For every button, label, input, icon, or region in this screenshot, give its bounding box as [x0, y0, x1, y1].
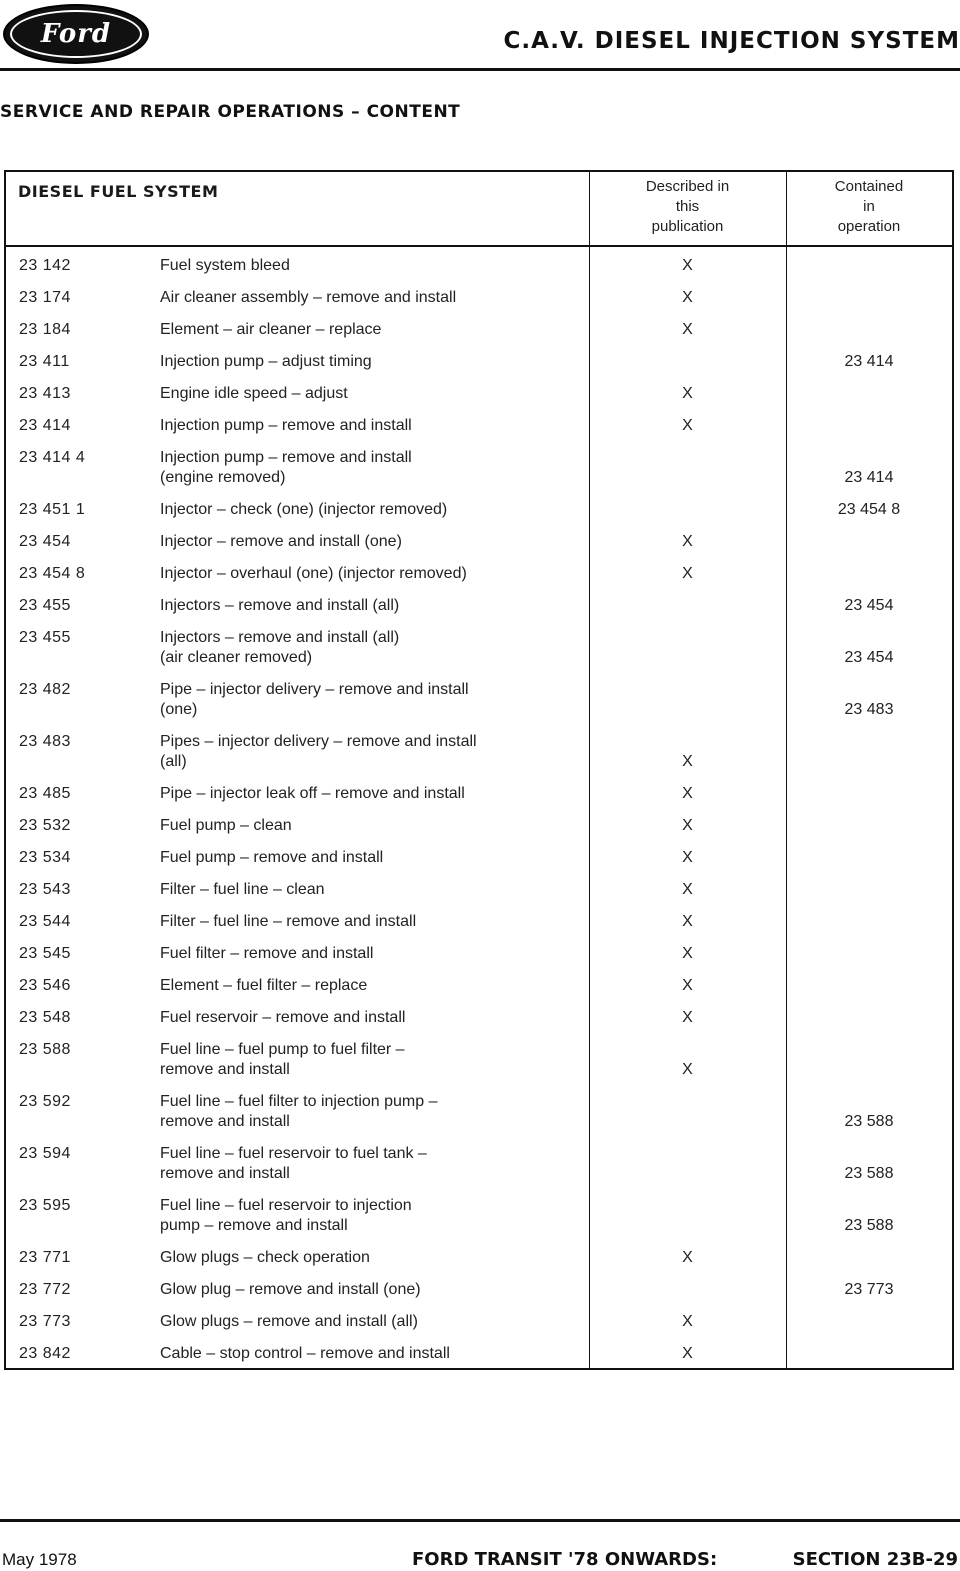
footer-rule — [0, 1519, 960, 1522]
described-mark: X — [682, 533, 693, 550]
described-mark: X — [682, 817, 693, 834]
operation-description: Fuel line – fuel filter to injection pump – remove and install — [160, 1093, 438, 1130]
operation-code: 23 455 — [19, 629, 71, 646]
operation-code: 23 588 — [19, 1041, 71, 1058]
operation-description: Element – air cleaner – replace — [160, 321, 382, 338]
contained-in-operation: 23 454 — [844, 649, 894, 666]
operation-description: Fuel system bleed — [160, 257, 290, 274]
contained-in-operation: 23 454 — [844, 597, 894, 614]
operation-description: Fuel reservoir – remove and install — [160, 1009, 406, 1026]
operations-table — [4, 170, 954, 1370]
operation-description: Element – fuel filter – replace — [160, 977, 368, 994]
contained-in-operation: 23 773 — [844, 1281, 894, 1298]
described-mark: X — [682, 321, 693, 338]
described-mark: X — [682, 881, 693, 898]
operation-description: Filter – fuel line – clean — [160, 881, 325, 898]
operation-description: Filter – fuel line – remove and install — [160, 913, 417, 930]
operation-description: Air cleaner assembly – remove and install — [160, 289, 457, 306]
described-mark: X — [682, 385, 693, 402]
described-mark: X — [682, 1009, 693, 1026]
operation-description: Injection pump – remove and install — [160, 417, 412, 434]
described-mark: X — [682, 945, 693, 962]
contained-in-operation: 23 483 — [844, 701, 894, 718]
operation-code: 23 546 — [19, 977, 71, 994]
operation-description: Fuel line – fuel pump to fuel filter – remove and install — [160, 1041, 405, 1078]
described-mark: X — [682, 977, 693, 994]
operation-code: 23 772 — [19, 1281, 71, 1298]
footer-date: May 1978 — [2, 1550, 77, 1569]
operation-code: 23 414 4 — [19, 449, 86, 466]
contained-in-operation: 23 588 — [844, 1165, 894, 1182]
operation-code: 23 184 — [19, 321, 71, 338]
operation-code: 23 544 — [19, 913, 71, 930]
operation-code: 23 413 — [19, 385, 71, 402]
operation-code: 23 174 — [19, 289, 71, 306]
described-mark: X — [682, 753, 693, 770]
operation-description: Injector – remove and install (one) — [160, 533, 402, 550]
operation-code: 23 534 — [19, 849, 71, 866]
described-mark: X — [682, 257, 693, 274]
operation-code: 23 548 — [19, 1009, 71, 1026]
operation-description: Glow plug – remove and install (one) — [160, 1281, 421, 1298]
operation-code: 23 485 — [19, 785, 71, 802]
contained-in-operation: 23 414 — [844, 469, 894, 486]
operation-description: Pipe – injector leak off – remove and install — [160, 785, 465, 802]
described-mark: X — [682, 1061, 693, 1078]
page-header — [0, 0, 960, 72]
operation-description: Injectors – remove and install (all) — [160, 597, 400, 614]
operation-description: Fuel line – fuel reservoir to fuel tank – remove and install — [160, 1145, 427, 1182]
described-mark: X — [682, 417, 693, 434]
operation-description: Fuel pump – clean — [160, 817, 292, 834]
operation-description: Injector – check (one) (injector removed) — [160, 501, 448, 518]
table-heading-diesel-fuel-system: DIESEL FUEL SYSTEM — [18, 182, 219, 201]
column-header-described: Described in this publication — [645, 178, 730, 235]
operation-description: Injection pump – remove and install (engine removed) — [160, 449, 412, 486]
operation-code: 23 454 8 — [19, 565, 86, 582]
operation-description: Fuel filter – remove and install — [160, 945, 374, 962]
operation-code: 23 545 — [19, 945, 71, 962]
operation-description: Engine idle speed – adjust — [160, 385, 348, 402]
contained-in-operation: 23 454 8 — [837, 501, 901, 518]
operation-description: Injector – overhaul (one) (injector removed) — [160, 565, 467, 582]
contained-in-operation: 23 588 — [844, 1113, 894, 1130]
ford-logo — [3, 4, 149, 64]
section-heading: SERVICE AND REPAIR OPERATIONS – CONTENT — [0, 102, 461, 122]
document-title: C.A.V. DIESEL INJECTION SYSTEM — [503, 28, 960, 54]
header-rule — [0, 68, 960, 71]
operation-code: 23 454 — [19, 533, 71, 550]
operation-code: 23 483 — [19, 733, 71, 750]
operation-code: 23 594 — [19, 1145, 71, 1162]
operation-code: 23 543 — [19, 881, 71, 898]
operation-description: Injection pump – adjust timing — [160, 353, 372, 370]
described-mark: X — [682, 849, 693, 866]
operation-code: 23 842 — [19, 1345, 71, 1362]
ford-logo-text: Ford — [10, 10, 142, 58]
operation-code: 23 532 — [19, 817, 71, 834]
operation-description: Fuel pump – remove and install — [160, 849, 384, 866]
operation-description: Pipe – injector delivery – remove and install (one) — [160, 681, 469, 718]
footer-publication: FORD TRANSIT '78 ONWARDS: — [412, 1549, 718, 1570]
described-mark: X — [682, 785, 693, 802]
operation-description: Glow plugs – check operation — [160, 1249, 370, 1266]
operation-description: Injectors – remove and install (all) (air cleaner removed) — [160, 629, 400, 666]
operation-code: 23 455 — [19, 597, 71, 614]
contained-in-operation: 23 414 — [844, 353, 894, 370]
operation-code: 23 771 — [19, 1249, 71, 1266]
described-mark: X — [682, 913, 693, 930]
contained-in-operation: 23 588 — [844, 1217, 894, 1234]
operation-code: 23 411 — [19, 353, 70, 370]
footer-section: SECTION 23B-29 — [792, 1549, 958, 1570]
described-mark: X — [682, 565, 693, 582]
operation-code: 23 592 — [19, 1093, 71, 1110]
operation-code: 23 595 — [19, 1197, 71, 1214]
described-mark: X — [682, 1345, 693, 1362]
operation-description: Cable – stop control – remove and install — [160, 1345, 450, 1362]
operation-description: Fuel line – fuel reservoir to injection pump – remove and install — [160, 1197, 412, 1234]
described-mark: X — [682, 1313, 693, 1330]
operation-description: Glow plugs – remove and install (all) — [160, 1313, 418, 1330]
header-divider — [6, 245, 952, 247]
operation-code: 23 142 — [19, 257, 71, 274]
operation-code: 23 451 1 — [19, 501, 86, 518]
column-header-contained: Contained in operation — [834, 178, 904, 235]
operation-code: 23 414 — [19, 417, 71, 434]
described-mark: X — [682, 289, 693, 306]
operation-code: 23 482 — [19, 681, 71, 698]
operation-description: Pipes – injector delivery – remove and install (all) — [160, 733, 477, 770]
operation-code: 23 773 — [19, 1313, 71, 1330]
described-mark: X — [682, 1249, 693, 1266]
